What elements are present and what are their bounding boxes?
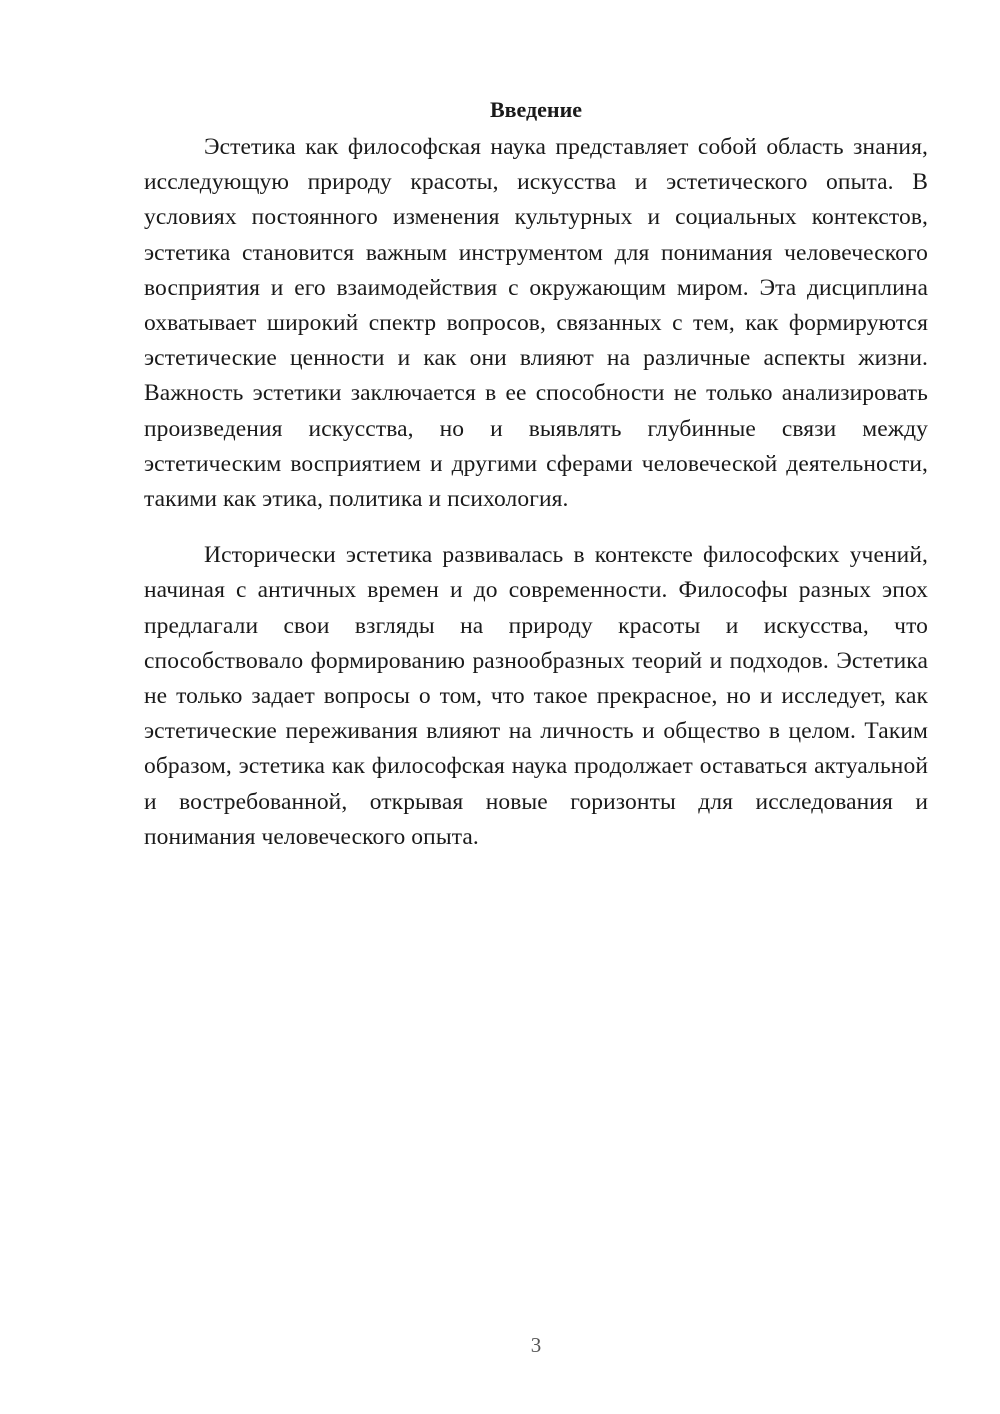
paragraph-2: Исторически эстетика развивалась в контексте философских учений, начиная с античных времен и до современности. Философы разных эпох предлагали свои взгляды на природу красоты и искусства, что способствовало формированию разнообразных теорий и подходов. Эстетика не только задает вопросы о том, что такое прекрасное, но и исследует, как эстетические переживания влияют на личность и общество в целом. Таким образом, эстетика как философская наука продолжает оставаться актуальной и востребованной, открывая новые горизонты для исследования и понимания человеческого опыта. [144,542,928,850]
document-body [144,92,928,855]
section-title: Введение [489,97,583,122]
page-number: 3 [530,1333,542,1357]
paragraph-1: Эстетика как философская наука представляет собой область знания, исследующую природу красоты, искусства и эстетического опыта. В условиях постоянного изменения культурных и социальных контекстов, эстетика становится важным инструментом для понимания человеческого восприятия и его взаимодействия с окружающим миром. Эта дисциплина охватывает широкий спектр вопросов, связанных с тем, как формируются эстетические ценности и как они влияют на различные аспекты жизни. Важность эстетики заключается в ее способности не только анализировать произведения искусства, но и выявлять глубинные связи между эстетическим восприятием и другими сферами человеческой деятельности, такими как этика, политика и психология. [144,134,928,513]
